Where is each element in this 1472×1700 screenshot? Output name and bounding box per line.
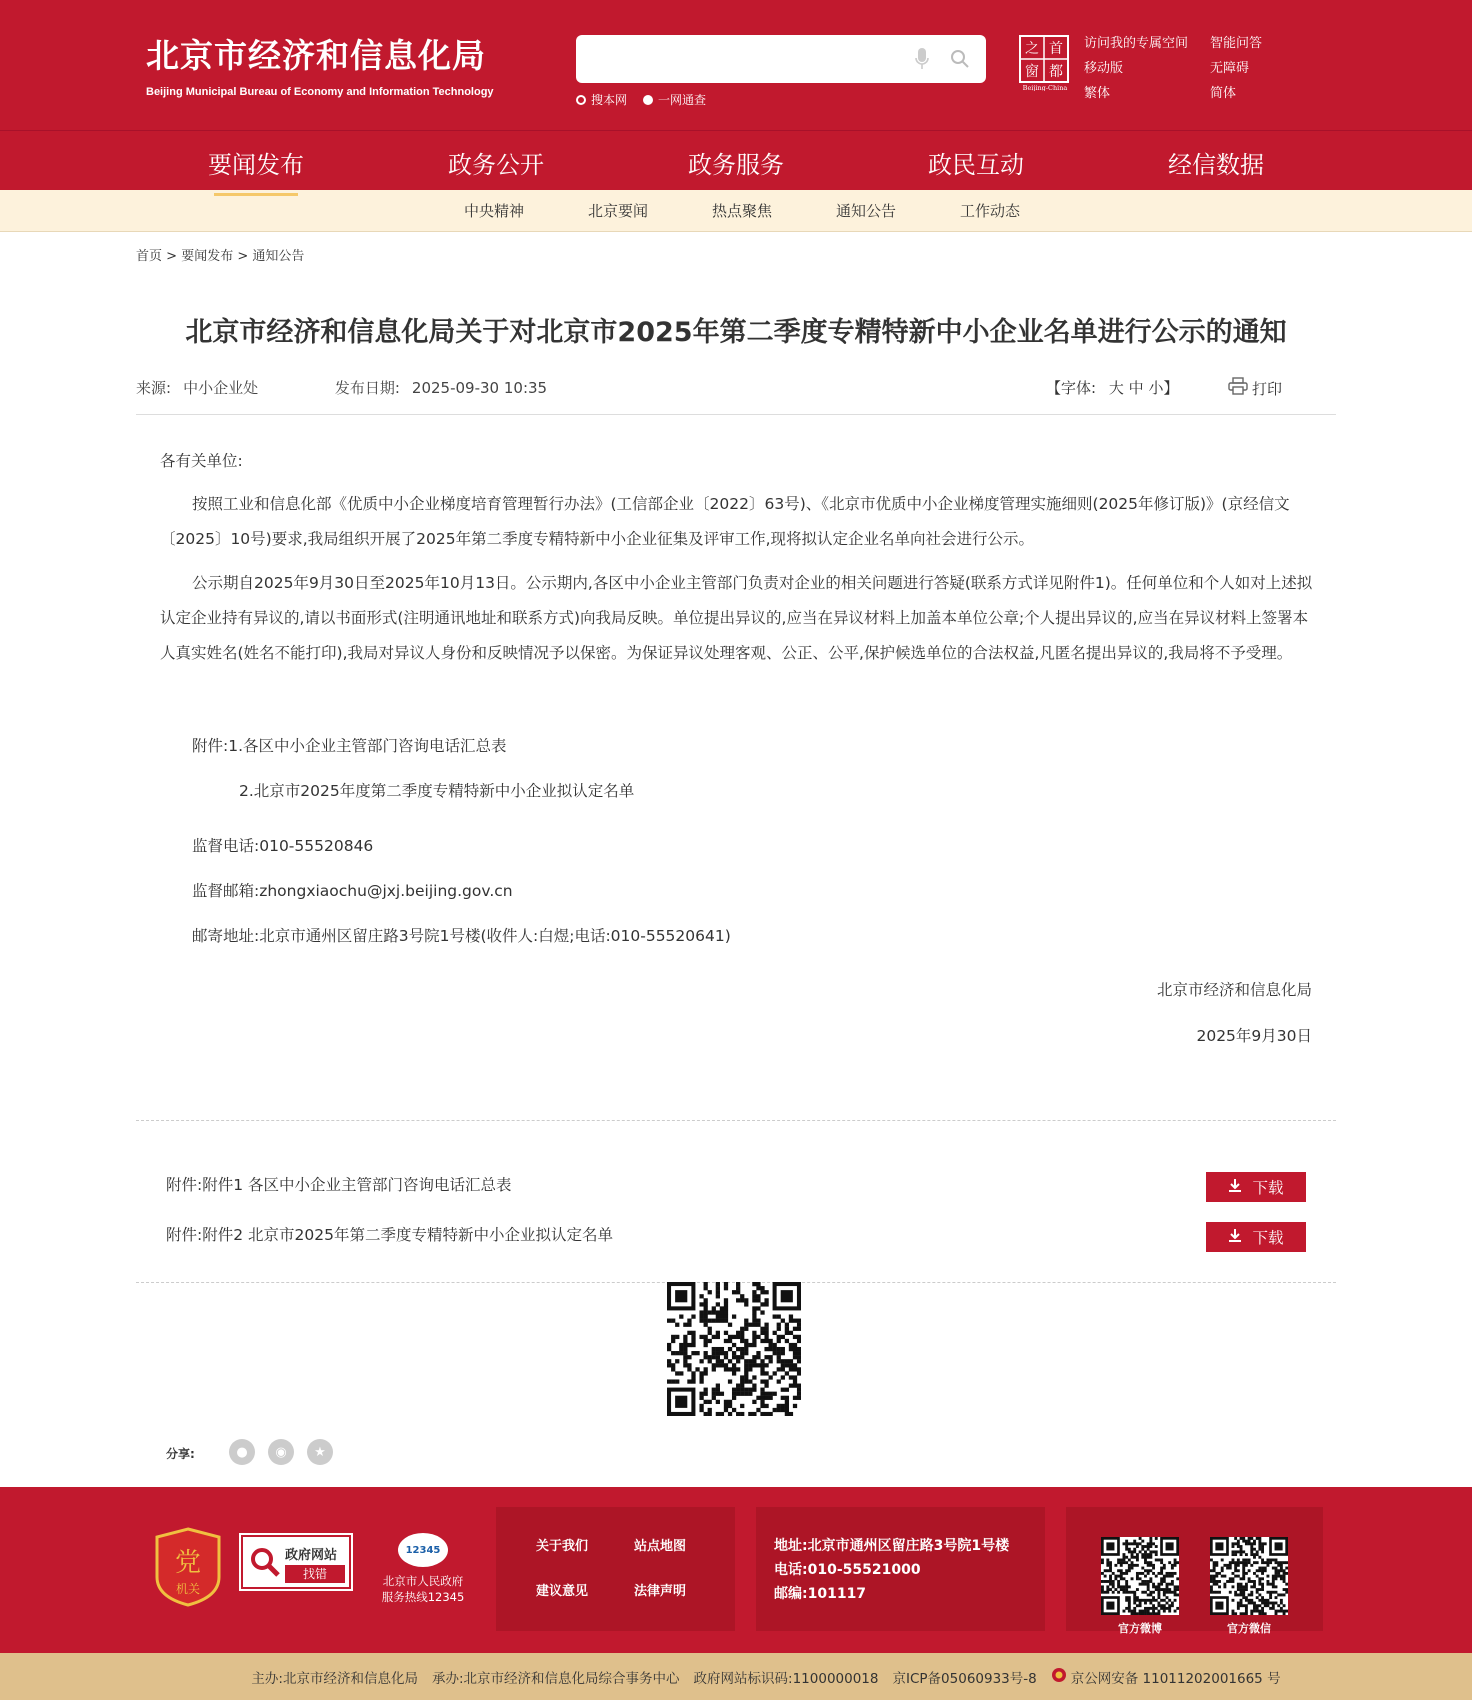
footer-qr-box [1066,1507,1323,1635]
traditional-link[interactable]: 繁体 [1084,86,1111,101]
download-label: 下载 [1252,1229,1284,1247]
scope-site-label: 搜本网 [591,93,628,107]
wechat-qr-label: 官方微信 [1227,1622,1271,1635]
date-key: 发布日期: [334,379,400,397]
footer-phone: 电话:010-55521000 [774,1562,921,1578]
supervision-email: 监督邮箱:zhongxiaochu@jxj.beijing.gov.cn [192,882,513,900]
header-links [1084,32,1290,101]
download-button-1[interactable] [1206,1172,1306,1202]
sub-nav [0,190,1472,232]
subnav-work[interactable]: 工作动态 [959,202,1020,220]
paragraph-2: 公示期自2025年9月30日至2025年10月13日。公示期内,各区中小企业主管部门负责对企业的相关问题进行答疑(联系方式详见附件1)。任何单位和个人如对上述拟认定企业持有异议的,请以书面形式(注明通讯地址和联系方式)向我局反映。单位提出异议的,应当在异议材料上加盖本单位公章;个人提出异议的,应当在异议材料上签署本人真实姓名(姓名不能打印),我局对异议人身份和反映情况予以保密。为保证异议处理客观、公正、公平,保护候选单位的合法权益,凡匿名提出异议的,我局将不予受理。 [160,574,1313,662]
weibo-share-icon[interactable]: ◉ [268,1439,294,1465]
print-button[interactable] [1228,377,1282,399]
download-icon [1228,1228,1242,1246]
nav-interaction[interactable]: 政民互动 [928,151,1024,179]
crumb-notices[interactable]: 通知公告 [252,249,305,264]
source-value: 中小企业处 [183,379,259,397]
signature-org: 北京市经济和信息化局 [1156,981,1312,999]
sitemap-link[interactable]: 站点地图 [634,1539,687,1554]
print-label: 打印 [1252,379,1283,398]
wechat-qr-code[interactable] [1210,1537,1288,1615]
simplified-link[interactable]: 简体 [1210,86,1237,101]
footer-zip: 邮编:101117 [774,1586,867,1602]
bottom-bar [0,1653,1472,1700]
site-header [0,0,1472,130]
undertake-org: 承办:北京市经济和信息化局综合事务中心 [431,1670,680,1687]
divider-dashed [136,1120,1336,1121]
mail-address: 邮寄地址:北京市通州区留庄路3号院1号楼(收件人:白煜;电话:010-55520641) [192,927,731,945]
scope-all-label: 一网通查 [658,93,707,107]
microphone-icon[interactable] [915,48,929,74]
nav-services[interactable]: 政务服务 [688,151,784,179]
date-value: 2025-09-30 10:35 [411,379,548,397]
font-big[interactable]: 大 [1108,379,1124,397]
footer-contact-box [756,1507,1045,1631]
logo-cn: 北京市经济和信息化局 [146,36,486,75]
main-nav [0,130,1472,190]
logo-en: Beijing Municipal Bureau of Economy and Information Technology [146,86,494,98]
my-space-link[interactable]: 访问我的专属空间 [1084,36,1189,51]
police-record[interactable]: 京公网安备 11011202001665 号 [1070,1670,1281,1687]
divider [136,414,1336,415]
footer-links-box [496,1507,735,1631]
gov-box-sub: 找错 [285,1565,345,1583]
suggestion-link[interactable]: 建议意见 [536,1584,589,1599]
subnav-hot[interactable]: 热点聚焦 [711,202,772,220]
share-label: 分享: [166,1447,195,1461]
font-mid[interactable]: 中 [1128,379,1144,397]
signature-date: 2025年9月30日 [1196,1027,1312,1045]
wechat-share-icon[interactable]: ● [229,1439,255,1465]
gov-site-report-error[interactable] [241,1535,351,1589]
page-qr-code [667,1282,801,1416]
radio-icon [576,95,586,105]
nav-news[interactable]: 要闻发布 [176,145,336,180]
source-key: 来源: [136,379,172,397]
crumb-home[interactable]: 首页 [136,249,163,264]
download-label-1[interactable]: 附件:附件1 各区中小企业主管部门咨询电话汇总表 [166,1176,512,1194]
favorite-star-icon[interactable]: ★ [307,1439,333,1465]
scope-site[interactable] [576,91,627,108]
nav-open-affairs[interactable]: 政务公开 [448,151,544,179]
date-label [335,379,583,397]
site-logo[interactable] [146,30,494,98]
smart-qa-link[interactable]: 智能问答 [1210,36,1263,51]
police-badge-icon [1051,1667,1067,1687]
about-us-link[interactable]: 关于我们 [536,1539,589,1554]
weibo-qr-code[interactable] [1101,1537,1179,1615]
download-button-2[interactable] [1206,1222,1306,1252]
font-size-control [1046,377,1178,398]
svg-text:之: 之 [1025,41,1039,57]
breadcrumb: 首页 > 要闻发布 > 通知公告 [136,249,305,264]
footer-address: 地址:北京市通州区留庄路3号院1号楼 [774,1538,1010,1554]
supervision-phone: 监督电话:010-55520846 [192,837,374,855]
article-meta [136,377,619,398]
svg-text:都: 都 [1049,64,1063,80]
mobile-link[interactable]: 移动版 [1084,61,1124,76]
page-title: 北京市经济和信息化局关于对北京市2025年第二季度专精特新中小企业名单进行公示的通知 [185,317,1287,348]
download-icon [1228,1178,1242,1196]
search-icon[interactable] [950,49,970,73]
download-label: 下载 [1252,1179,1284,1197]
emblem-text: 机关 [175,1582,201,1596]
subnav-central[interactable]: 中央精神 [463,202,524,220]
party-organ-emblem[interactable] [153,1527,223,1607]
legal-link[interactable]: 法律声明 [634,1584,687,1599]
search-box [576,35,986,83]
svg-text:Beijing-China: Beijing-China [1022,84,1068,91]
svg-text:首: 首 [1049,41,1063,57]
host-org: 主办:北京市经济和信息化局 [251,1670,418,1687]
download-label-2[interactable]: 附件:附件2 北京市2025年第二季度专精特新中小企业拟认定名单 [166,1226,613,1244]
magnifier-icon [249,1546,281,1582]
source-label [136,379,294,397]
crumb-news[interactable]: 要闻发布 [181,249,234,264]
svg-text:窗: 窗 [1025,64,1039,80]
svg-text:党: 党 [174,1548,202,1578]
hotline-line-2: 服务热线12345 [381,1590,465,1604]
font-label: 【字体: [1046,379,1097,397]
shoudu-zhichuang-logo[interactable] [1019,35,1071,91]
search-input[interactable] [590,45,890,73]
icp-number[interactable]: 京ICP备05060933号-8 [892,1670,1037,1687]
subnav-notices[interactable]: 通知公告 [835,202,896,220]
salutation: 各有关单位: [160,452,243,470]
site-id: 政府网站标识码:1100000018 [693,1670,879,1687]
attachment-line-2: 2.北京市2025年度第二季度专精特新中小企业拟认定名单 [239,782,635,800]
hotline-badge: 12345 [398,1533,448,1567]
accessibility-link[interactable]: 无障碍 [1210,61,1250,76]
search-scopes [576,91,706,108]
printer-icon [1228,377,1248,399]
gov-box-title: 政府网站 [285,1548,338,1563]
weibo-qr-label: 官方微博 [1118,1622,1162,1635]
site-footer [0,1487,1472,1653]
hotline-line-1: 北京市人民政府 [382,1574,464,1588]
subnav-beijing-news[interactable]: 北京要闻 [587,202,648,220]
scope-all[interactable] [643,91,706,108]
radio-selected-icon [643,95,653,105]
attachment-line-1: 附件:1.各区中小企业主管部门咨询电话汇总表 [192,737,507,755]
hotline-12345[interactable] [379,1533,467,1605]
font-small[interactable]: 小】 [1148,379,1179,397]
paragraph-1: 按照工业和信息化部《优质中小企业梯度培育管理暂行办法》(工信部企业〔2022〕63号)、《北京市优质中小企业梯度管理实施细则(2025年修订版)》(京经信文〔2025〕10号)要求,我局组织开展了2025年第二季度专精特新中小企业征集及评审工作,现将拟认定企业名单向社会进行公示。 [160,495,1290,548]
nav-data[interactable]: 经信数据 [1168,151,1264,179]
